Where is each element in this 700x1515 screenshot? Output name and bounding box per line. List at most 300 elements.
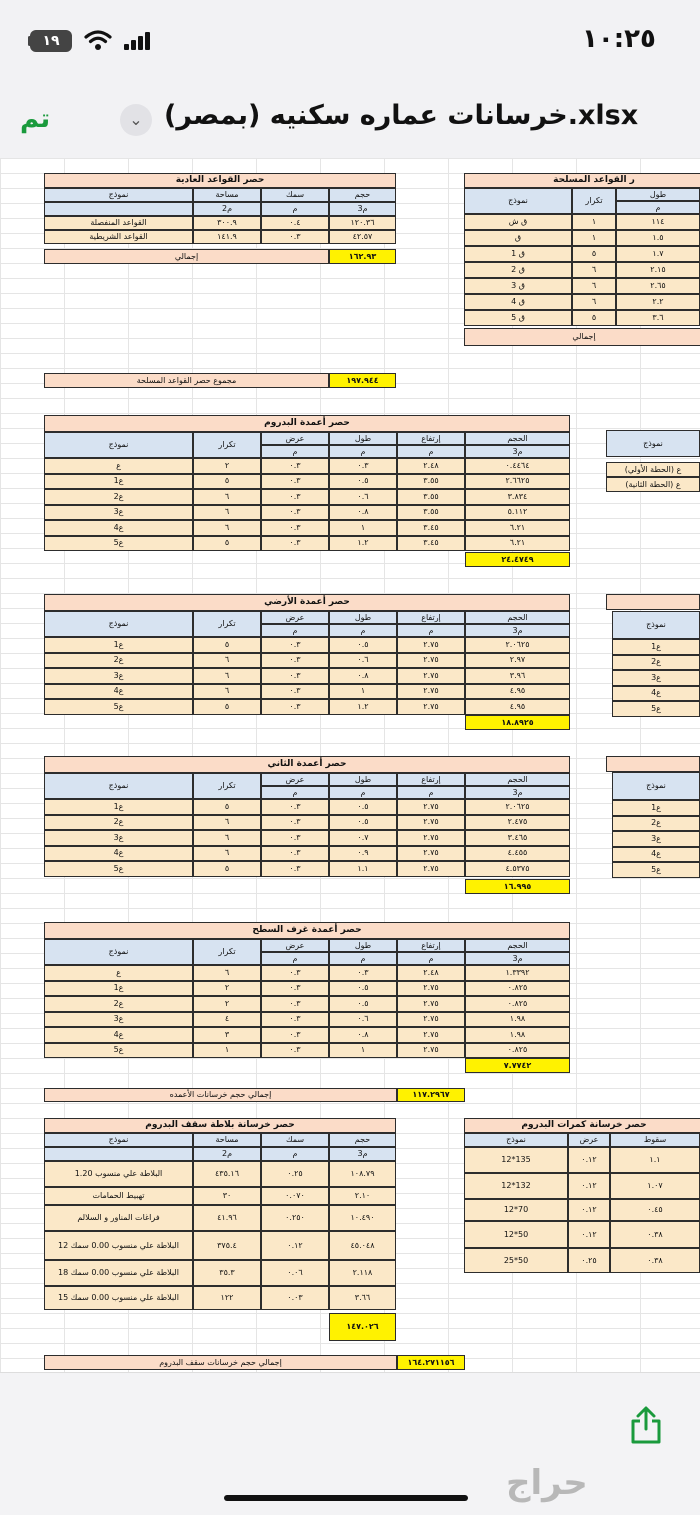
table-cell[interactable]: ٤١.٩٦ [193, 1205, 261, 1231]
table-cell[interactable]: ١.٥ [616, 230, 700, 246]
column-header[interactable]: عرض [261, 611, 329, 624]
table-title[interactable]: حصر أعمدة الأرضي [44, 594, 570, 611]
table-cell[interactable]: ٢.٤٧٥ [465, 815, 570, 831]
table-cell[interactable]: ع2 [44, 815, 193, 831]
table-cell[interactable]: ٠.٨٢٥ [465, 981, 570, 997]
table-cell[interactable]: ٤.٤٥٥ [465, 846, 570, 862]
column-header[interactable]: تكرار [572, 188, 616, 214]
table-cell[interactable]: البلاطة علي منسوب 0.00 سمك 18 [44, 1260, 193, 1286]
column-header[interactable]: إرتفاع [397, 773, 465, 786]
table-cell[interactable]: ٦ [572, 278, 616, 294]
table-cell[interactable]: ٠.٩ [329, 846, 397, 862]
unit-cell[interactable]: م [261, 202, 329, 216]
unit-cell[interactable]: م3 [465, 445, 570, 458]
table-cell[interactable]: ٢.٠٦٢٥ [465, 799, 570, 815]
column-header[interactable]: نموذج [44, 939, 193, 965]
table-cell[interactable]: 25*50 [464, 1248, 568, 1273]
table-cell[interactable]: 12*50 [464, 1221, 568, 1248]
table-cell[interactable]: ٦ [193, 846, 261, 862]
table-cell[interactable]: ٢.٧٥ [397, 1012, 465, 1028]
column-header[interactable]: عرض [261, 773, 329, 786]
unit-cell[interactable]: م [329, 624, 397, 637]
table-cell[interactable]: ع5 [612, 701, 700, 717]
table-cell[interactable]: 12*132 [464, 1173, 568, 1199]
table-cell[interactable]: ١.٧ [616, 246, 700, 262]
table-cell[interactable]: ع5 [44, 1043, 193, 1059]
table-cell[interactable]: ٠.٣ [261, 520, 329, 536]
table-cell[interactable]: ٢.٦٦٢٥ [465, 474, 570, 490]
table-cell[interactable]: ٠.٣ [261, 489, 329, 505]
table-cell[interactable]: ٦ [193, 830, 261, 846]
total-value[interactable]: ١٦٢.٩٣ [329, 249, 396, 264]
column-header[interactable]: نموذج [44, 188, 193, 202]
table-title[interactable]: ر القواعد المسلحة [464, 173, 700, 188]
table-cell[interactable]: ٠.٣ [261, 684, 329, 700]
column-header[interactable]: نموذج [464, 188, 572, 214]
sum-label[interactable]: مجموع حصر القواعد المسلحة [44, 373, 329, 388]
table-cell[interactable]: ١.٠٧ [610, 1173, 700, 1199]
table-cell[interactable]: ٢.٧٥ [397, 653, 465, 669]
table-cell[interactable]: ٠.٣ [261, 1012, 329, 1028]
table-cell[interactable]: ٠.٤٥ [610, 1199, 700, 1221]
column-header[interactable]: الحجم [465, 611, 570, 624]
table-cell[interactable]: ١٤١.٩ [193, 230, 261, 244]
table-cell[interactable]: ع [44, 458, 193, 474]
table-cell[interactable]: ٠.٣٨ [610, 1221, 700, 1248]
table-cell[interactable]: ٥ [193, 637, 261, 653]
table-cell[interactable]: ٦ [193, 520, 261, 536]
table-cell[interactable]: ع (الحطة الثانية) [606, 477, 700, 492]
unit-cell[interactable]: م [261, 952, 329, 965]
table-cell[interactable]: ٢.٦٥ [616, 278, 700, 294]
table-cell[interactable]: ١ [193, 1043, 261, 1059]
unit-cell[interactable]: م3 [465, 786, 570, 799]
table-cell[interactable]: ع1 [44, 799, 193, 815]
table-cell[interactable]: ٠.٥ [329, 474, 397, 490]
table-cell[interactable]: ١ [329, 520, 397, 536]
table-cell[interactable]: ع5 [44, 536, 193, 552]
column-header[interactable]: تكرار [193, 432, 261, 458]
table-cell[interactable]: ع4 [44, 684, 193, 700]
table-cell[interactable]: ٠.٦ [329, 1012, 397, 1028]
table-cell[interactable]: 12*135 [464, 1147, 568, 1173]
table-cell[interactable]: ٠.٨٢٥ [465, 996, 570, 1012]
table-cell[interactable]: ٢.٧٥ [397, 996, 465, 1012]
sum-value[interactable]: ١١٧.٢٩٦٧ [397, 1088, 465, 1102]
table-cell[interactable]: ٠.٥ [329, 996, 397, 1012]
table-cell[interactable]: ٥ [572, 246, 616, 262]
table-cell[interactable]: البلاطة علي منسوب 1.20 [44, 1161, 193, 1187]
table-cell[interactable]: ٣.٥٥ [397, 474, 465, 490]
table-cell[interactable]: ٥ [193, 799, 261, 815]
table-cell[interactable]: ٥ [193, 699, 261, 715]
unit-cell[interactable]: م2 [193, 202, 261, 216]
column-header[interactable]: إرتفاع [397, 939, 465, 952]
table-cell[interactable]: ١.٩٨ [465, 1012, 570, 1028]
column-header[interactable]: طول [329, 773, 397, 786]
table-cell[interactable]: ٠.٥ [329, 815, 397, 831]
total-label[interactable]: إجمالي [44, 249, 329, 264]
column-header[interactable]: طول [329, 939, 397, 952]
table-title[interactable]: حصر أعمدة البدروم [44, 415, 570, 432]
total-value[interactable]: ١٨.٨٩٢٥ [465, 715, 570, 730]
table-cell[interactable]: ع3 [612, 670, 700, 686]
table-cell[interactable]: فراغات المناور و السلالم [44, 1205, 193, 1231]
column-header[interactable]: نموذج [44, 432, 193, 458]
table-cell[interactable]: ٠.١٢ [568, 1199, 610, 1221]
table-cell[interactable]: البلاطة علي منسوب 0.00 سمك 15 [44, 1286, 193, 1310]
table-cell[interactable]: ٣.٩٦ [465, 668, 570, 684]
table-cell[interactable]: ٠.٢٥ [261, 1161, 329, 1187]
unit-cell[interactable]: م [397, 786, 465, 799]
table-cell[interactable]: ٠.٥ [329, 637, 397, 653]
table-cell[interactable]: ٠.٥ [329, 799, 397, 815]
table-cell[interactable]: ٠.٣ [261, 458, 329, 474]
table-cell[interactable]: ٥ [193, 474, 261, 490]
column-header[interactable]: عرض [261, 939, 329, 952]
table-cell[interactable]: ع (الحطة الأولي) [606, 462, 700, 477]
table-cell[interactable]: ٤.٩٥ [465, 684, 570, 700]
table-cell[interactable]: ١.٢ [329, 536, 397, 552]
total-value[interactable]: ١٦.٩٩٥ [465, 879, 570, 894]
table-cell[interactable]: ٢.٤٨ [397, 458, 465, 474]
total-label[interactable]: إجمالي [464, 328, 700, 346]
table-cell[interactable]: ٠.٣ [329, 965, 397, 981]
unit-cell[interactable]: م [397, 445, 465, 458]
table-cell[interactable]: ٠.٣ [261, 1027, 329, 1043]
column-header[interactable]: نموذج [464, 1133, 568, 1147]
table-cell[interactable]: ٢.٧٥ [397, 830, 465, 846]
table-cell[interactable]: ١٢٠.٣٦ [329, 216, 396, 230]
done-button[interactable]: تم [20, 104, 51, 134]
total-value[interactable]: ١٤٧.٠٢٦ [329, 1313, 396, 1341]
table-cell[interactable]: ق 4 [464, 294, 572, 310]
column-header[interactable]: سقوط [610, 1133, 700, 1147]
table-cell[interactable]: ٢.٩٧ [465, 653, 570, 669]
table-cell[interactable]: ق 2 [464, 262, 572, 278]
table-cell[interactable]: ٣٠ [193, 1187, 261, 1205]
column-header[interactable]: طول [616, 188, 700, 201]
table-cell[interactable]: ٣٠٠.٩ [193, 216, 261, 230]
table-cell[interactable]: ع2 [44, 489, 193, 505]
table-cell[interactable]: ٢.٧٥ [397, 846, 465, 862]
column-header[interactable]: طول [329, 432, 397, 445]
table-cell[interactable]: ٠.٣ [261, 996, 329, 1012]
table-cell[interactable]: ١١٤ [616, 214, 700, 230]
unit-cell[interactable]: م [397, 952, 465, 965]
table-cell[interactable]: ٠.٨ [329, 505, 397, 521]
table-cell[interactable]: ٠.٨٢٥ [465, 1043, 570, 1059]
table-cell[interactable]: ٢.١١٨ [329, 1260, 396, 1286]
table-cell[interactable]: ٣٥.٣ [193, 1260, 261, 1286]
column-header[interactable]: نموذج [612, 772, 700, 800]
table-cell[interactable]: ق ش [464, 214, 572, 230]
table-cell[interactable]: ٣.٤٦٥ [465, 830, 570, 846]
table-cell[interactable]: ١ [572, 214, 616, 230]
table-cell[interactable]: ٥ [193, 536, 261, 552]
table-cell[interactable]: ٢.٧٥ [397, 668, 465, 684]
table-cell[interactable]: 12*70 [464, 1199, 568, 1221]
table-cell[interactable]: ٢.٧٥ [397, 815, 465, 831]
total-value[interactable]: ٢٤.٤٧٤٩ [465, 552, 570, 567]
unit-cell[interactable]: م [261, 624, 329, 637]
table-cell[interactable]: ٤٥.٠٤٨ [329, 1231, 396, 1260]
table-cell[interactable]: ٠.٢٥٠ [261, 1205, 329, 1231]
unit-cell[interactable]: م3 [465, 624, 570, 637]
table-cell[interactable]: ٣.٥٥ [397, 505, 465, 521]
column-header-fill[interactable] [44, 202, 193, 216]
column-header[interactable]: نموذج [44, 773, 193, 799]
table-cell[interactable]: ٢.٧٥ [397, 981, 465, 997]
table-cell[interactable]: ٠.٧ [329, 830, 397, 846]
table-cell[interactable]: ٦ [193, 815, 261, 831]
table-cell[interactable]: ٥.١١٢ [465, 505, 570, 521]
table-cell[interactable]: ٦ [193, 653, 261, 669]
table-cell[interactable]: ع4 [44, 1027, 193, 1043]
table-cell[interactable]: ٠.١٢ [568, 1147, 610, 1173]
table-cell[interactable]: ٣٧٥.٤ [193, 1231, 261, 1260]
table-cell[interactable]: ع3 [612, 831, 700, 847]
table-cell[interactable]: ٤٢.٥٧ [329, 230, 396, 244]
table-cell[interactable]: ٦ [193, 684, 261, 700]
column-header[interactable]: تكرار [193, 611, 261, 637]
table-cell[interactable]: ٢.١٥ [616, 262, 700, 278]
table-cell[interactable]: ٠.٣ [261, 861, 329, 877]
table-cell[interactable]: ٣.٦ [616, 310, 700, 326]
table-cell[interactable]: ٠.٢٥ [568, 1248, 610, 1273]
table-cell[interactable]: ٦ [193, 505, 261, 521]
column-header[interactable]: عرض [568, 1133, 610, 1147]
table-cell[interactable]: ٢.٧٥ [397, 1027, 465, 1043]
table-cell[interactable]: ٠.١٢ [568, 1173, 610, 1199]
table-cell[interactable]: ٤.٩٥ [465, 699, 570, 715]
column-header[interactable]: طول [329, 611, 397, 624]
unit-cell[interactable]: م [329, 952, 397, 965]
column-header[interactable]: تكرار [193, 773, 261, 799]
home-indicator[interactable] [224, 1495, 468, 1501]
table-cell[interactable]: ٣.٤٥ [397, 536, 465, 552]
table-cell[interactable]: ع3 [44, 1012, 193, 1028]
sum-label[interactable]: إجمالي حجم خرسانات سقف البدروم [44, 1355, 397, 1370]
table-cell[interactable]: ٠.٥ [329, 981, 397, 997]
table-cell[interactable]: ٠.٨ [329, 668, 397, 684]
table-cell[interactable]: ٠.٣ [261, 965, 329, 981]
table-cell[interactable]: ٦.٢١ [465, 536, 570, 552]
table-cell[interactable]: ع1 [44, 474, 193, 490]
table-cell[interactable]: ٠.٠٦ [261, 1260, 329, 1286]
table-cell[interactable]: ٠.٦ [329, 489, 397, 505]
table-cell[interactable]: ع1 [44, 981, 193, 997]
table-cell[interactable]: ٠.٦ [329, 653, 397, 669]
table-cell[interactable]: ١.٣٣٩٢ [465, 965, 570, 981]
table-cell[interactable]: ٤ [193, 1012, 261, 1028]
table-cell[interactable]: ٠.٣ [261, 653, 329, 669]
table-cell[interactable]: ١.٩٨ [465, 1027, 570, 1043]
sum-value[interactable]: ١٩٧.٩٤٤ [329, 373, 396, 388]
table-cell[interactable]: ٠.٠٣ [261, 1286, 329, 1310]
table-cell[interactable]: ٠.٣ [261, 981, 329, 997]
table-cell[interactable]: ٠.٣ [261, 505, 329, 521]
unit-cell[interactable]: م2 [193, 1147, 261, 1161]
table-cell[interactable]: ٦ [193, 965, 261, 981]
unit-cell[interactable]: م3 [329, 1147, 396, 1161]
unit-cell[interactable]: م3 [329, 202, 396, 216]
column-header[interactable]: نموذج [44, 611, 193, 637]
unit-cell[interactable]: م [261, 445, 329, 458]
table-cell[interactable]: ع4 [612, 686, 700, 702]
table-title-fill[interactable] [606, 756, 700, 772]
unit-cell[interactable]: م [397, 624, 465, 637]
table-cell[interactable]: ٠.٨ [329, 1027, 397, 1043]
table-cell[interactable]: ٠.٤٤٦٤ [465, 458, 570, 474]
table-cell[interactable]: ٠.٤ [261, 216, 329, 230]
table-cell[interactable]: ٢.٧٥ [397, 637, 465, 653]
unit-cell[interactable]: م3 [465, 952, 570, 965]
table-cell[interactable]: ق 1 [464, 246, 572, 262]
table-cell[interactable]: ٠.٣٨ [610, 1248, 700, 1273]
column-header[interactable]: مساحة [193, 1133, 261, 1147]
column-header[interactable]: عرض [261, 432, 329, 445]
table-cell[interactable]: ع2 [44, 996, 193, 1012]
column-header[interactable]: إرتفاع [397, 432, 465, 445]
table-cell[interactable]: ع1 [44, 637, 193, 653]
table-cell[interactable]: ٠.٣ [261, 668, 329, 684]
unit-cell[interactable]: م [329, 786, 397, 799]
table-cell[interactable]: ٢.٧٥ [397, 1043, 465, 1059]
table-cell[interactable]: ٥ [572, 310, 616, 326]
unit-cell[interactable]: م [261, 786, 329, 799]
table-cell[interactable]: ٦ [572, 262, 616, 278]
column-header[interactable]: حجم [329, 1133, 396, 1147]
table-cell[interactable]: ق 3 [464, 278, 572, 294]
table-title[interactable]: حصر خرسانة كمرات البدروم [464, 1118, 700, 1133]
table-cell[interactable]: ٣.٤٥ [397, 520, 465, 536]
table-cell[interactable]: ع3 [44, 668, 193, 684]
sum-value[interactable]: ١٦٤.٢٧١١٥٦ [397, 1355, 465, 1370]
table-cell[interactable]: ١ [329, 1043, 397, 1059]
table-cell[interactable]: ١ [329, 684, 397, 700]
table-cell[interactable]: ع2 [612, 655, 700, 671]
table-cell[interactable]: ٦ [572, 294, 616, 310]
table-cell[interactable]: ١ [572, 230, 616, 246]
table-cell[interactable]: ٠.٣ [261, 1043, 329, 1059]
column-header[interactable]: سمك [261, 1133, 329, 1147]
column-header[interactable]: مساحة [193, 188, 261, 202]
table-cell[interactable]: ٠.٣ [261, 474, 329, 490]
sum-label[interactable]: إجمالي حجم خرسانات الأعمده [44, 1088, 397, 1102]
table-cell[interactable]: ق [464, 230, 572, 246]
table-cell[interactable]: ٢.٠٦٢٥ [465, 637, 570, 653]
table-title-fill[interactable] [606, 594, 700, 610]
table-cell[interactable]: ٢ [193, 458, 261, 474]
table-cell[interactable]: ١٠.٤٩٠ [329, 1205, 396, 1231]
table-cell[interactable]: ٠.١٢ [568, 1221, 610, 1248]
table-cell[interactable]: ع3 [44, 830, 193, 846]
column-header[interactable]: نموذج [44, 1133, 193, 1147]
column-header[interactable]: إرتفاع [397, 611, 465, 624]
unit-cell[interactable]: م [616, 201, 700, 214]
table-cell[interactable]: ١.١ [329, 861, 397, 877]
table-cell[interactable]: تهبيط الحمامات [44, 1187, 193, 1205]
table-cell[interactable]: ع3 [44, 505, 193, 521]
table-cell[interactable]: ٣.٦٦ [329, 1286, 396, 1310]
table-cell[interactable]: ع1 [612, 800, 700, 816]
column-header[interactable]: نموذج [606, 430, 700, 457]
table-cell[interactable]: ٠.٣ [261, 699, 329, 715]
table-cell[interactable]: ٦ [193, 668, 261, 684]
table-cell[interactable]: ع5 [44, 699, 193, 715]
table-cell[interactable]: ٠.٠٧٠ [261, 1187, 329, 1205]
chevron-down-icon[interactable]: ⌄ [120, 104, 152, 136]
table-cell[interactable]: ٠.٣ [329, 458, 397, 474]
table-title[interactable]: حصر أعمدة غرف السطح [44, 922, 570, 939]
unit-cell[interactable]: م [329, 445, 397, 458]
table-cell[interactable]: ١٢٢ [193, 1286, 261, 1310]
table-cell[interactable]: ٢.٤٨ [397, 965, 465, 981]
column-header[interactable]: تكرار [193, 939, 261, 965]
table-cell[interactable]: ع4 [612, 847, 700, 863]
table-cell[interactable]: ٠.٣ [261, 536, 329, 552]
column-header[interactable]: الحجم [465, 432, 570, 445]
table-cell[interactable]: ٠.٣ [261, 846, 329, 862]
table-cell[interactable]: ٥ [193, 861, 261, 877]
column-header[interactable]: الحجم [465, 939, 570, 952]
share-icon[interactable] [626, 1405, 666, 1445]
column-header[interactable]: سمك [261, 188, 329, 202]
table-cell[interactable]: ٢.٢ [616, 294, 700, 310]
table-cell[interactable]: ٢ [193, 981, 261, 997]
table-cell[interactable]: ع5 [44, 861, 193, 877]
table-cell[interactable]: ع1 [612, 639, 700, 655]
table-title[interactable]: حصر القواعد العادية [44, 173, 396, 188]
table-cell[interactable]: ع [44, 965, 193, 981]
table-cell[interactable]: ع2 [44, 653, 193, 669]
spreadsheet-view[interactable] [0, 158, 700, 1372]
table-cell[interactable]: ٢.٧٥ [397, 699, 465, 715]
table-cell[interactable]: القواعد المنفصلة [44, 216, 193, 230]
table-cell[interactable]: ٦.٢١ [465, 520, 570, 536]
unit-cell[interactable]: م [261, 1147, 329, 1161]
table-cell[interactable]: القواعد الشريطية [44, 230, 193, 244]
table-cell[interactable]: ٠.١٢ [261, 1231, 329, 1260]
table-cell[interactable]: ق 5 [464, 310, 572, 326]
table-cell[interactable]: ١٠٨.٧٩ [329, 1161, 396, 1187]
table-title[interactable]: حصر أعمدة الثاني [44, 756, 570, 773]
table-cell[interactable]: ٣.٥٥ [397, 489, 465, 505]
table-cell[interactable]: ٢ [193, 996, 261, 1012]
table-cell[interactable]: ٠.٣ [261, 815, 329, 831]
table-cell[interactable]: ع4 [44, 520, 193, 536]
total-value[interactable]: ٧.٧٧٤٢ [465, 1058, 570, 1073]
table-cell[interactable]: ٠.٣ [261, 799, 329, 815]
table-cell[interactable]: ٢.٧٥ [397, 799, 465, 815]
table-cell[interactable]: ٤.٥٣٧٥ [465, 861, 570, 877]
table-cell[interactable]: ٢.١٠ [329, 1187, 396, 1205]
table-title[interactable]: حصر خرسانة بلاطة سقف البدروم [44, 1118, 396, 1133]
table-cell[interactable]: ع2 [612, 816, 700, 832]
table-cell[interactable]: ٣ [193, 1027, 261, 1043]
column-header[interactable]: الحجم [465, 773, 570, 786]
table-cell[interactable]: ٤٣٥.١٦ [193, 1161, 261, 1187]
table-cell[interactable]: ٣.٨٣٤ [465, 489, 570, 505]
table-cell[interactable]: ٠.٣ [261, 230, 329, 244]
table-cell[interactable]: ٠.٣ [261, 637, 329, 653]
table-cell[interactable]: البلاطة علي منسوب 0.00 سمك 12 [44, 1231, 193, 1260]
column-header[interactable]: نموذج [612, 611, 700, 639]
table-cell[interactable]: ١.٢ [329, 699, 397, 715]
table-cell[interactable]: ٦ [193, 489, 261, 505]
column-header-fill[interactable] [44, 1147, 193, 1161]
